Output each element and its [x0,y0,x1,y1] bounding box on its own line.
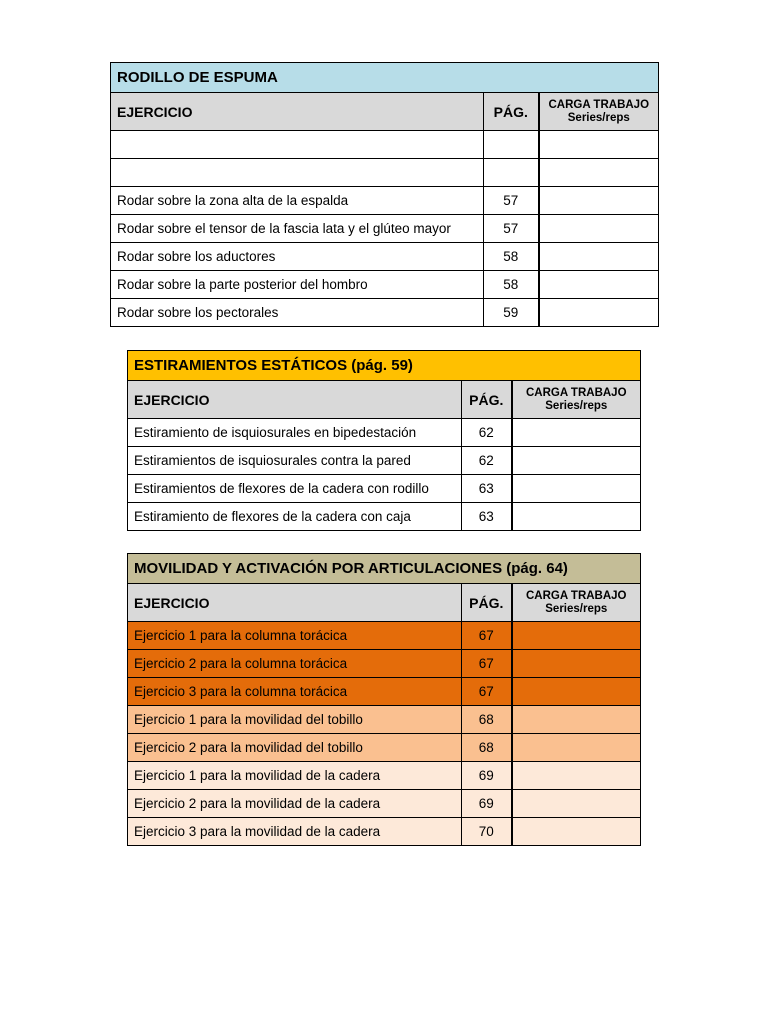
workload-cell[interactable] [539,187,659,215]
page-cell: 69 [462,790,512,818]
header-workload-line2: Series/reps [545,399,608,412]
exercise-cell: Ejercicio 1 para la movilidad de la cadera [128,762,462,790]
page-cell: 67 [462,622,512,650]
exercise-cell: Ejercicio 2 para la movilidad del tobillo [128,734,462,762]
exercise-cell [111,159,484,187]
table-row [111,159,659,187]
header-page: PÁG. [462,584,512,622]
header-workload-line1: CARGA TRABAJO [525,589,627,602]
workload-cell[interactable] [539,299,659,327]
exercise-cell: Rodar sobre el tensor de la fascia lata y el glúteo mayor [111,215,484,243]
exercise-cell: Rodar sobre la zona alta de la espalda [111,187,484,215]
header-workload-line2: Series/reps [545,602,608,615]
table-row [111,271,659,299]
workload-cell[interactable] [512,818,641,846]
header-page: PÁG. [484,93,539,131]
header-page: PÁG. [462,381,512,419]
workload-cell[interactable] [512,678,641,706]
table-row [111,215,659,243]
exercise-cell: Estiramiento de flexores de la cadera con caja [128,503,462,531]
header-workload [539,93,659,131]
table-row [128,790,641,818]
header-exercise: EJERCICIO [128,381,462,419]
header-workload [512,381,641,419]
workload-cell[interactable] [539,243,659,271]
table-row [128,419,641,447]
workload-cell[interactable] [512,503,641,531]
table-row [128,734,641,762]
exercise-cell: Estiramientos de isquiosurales contra la pared [128,447,462,475]
workload-cell[interactable] [512,790,641,818]
page-cell: 57 [484,187,539,215]
workload-cell[interactable] [539,215,659,243]
page-cell: 63 [462,475,512,503]
header-workload [512,584,641,622]
table-row [128,678,641,706]
exercise-cell: Ejercicio 2 para la movilidad de la cadera [128,790,462,818]
page-cell [484,159,539,187]
page-cell: 58 [484,243,539,271]
table-row [128,503,641,531]
workload-cell[interactable] [512,475,641,503]
page-cell: 67 [462,678,512,706]
table-row [111,187,659,215]
exercise-cell: Ejercicio 3 para la columna torácica [128,678,462,706]
page-cell: 68 [462,734,512,762]
workload-cell[interactable] [539,271,659,299]
exercise-cell: Rodar sobre los pectorales [111,299,484,327]
workload-cell[interactable] [512,419,641,447]
table-row [128,650,641,678]
exercise-cell: Ejercicio 1 para la movilidad del tobillo [128,706,462,734]
page-cell: 62 [462,419,512,447]
page-cell: 67 [462,650,512,678]
workload-cell[interactable] [539,131,659,159]
page-cell: 69 [462,762,512,790]
workload-cell[interactable] [512,734,641,762]
table-header-row [111,93,659,131]
header-workload-line1: CARGA TRABAJO [548,98,650,111]
foam-roller-title: RODILLO DE ESPUMA [111,63,659,93]
page-cell: 68 [462,706,512,734]
table-row [111,131,659,159]
table-row [111,299,659,327]
table-row [128,762,641,790]
header-workload-line2: Series/reps [567,111,630,124]
exercise-cell [111,131,484,159]
table-row [128,706,641,734]
table-row [128,818,641,846]
workload-cell[interactable] [512,706,641,734]
header-exercise: EJERCICIO [128,584,462,622]
table-row [128,447,641,475]
exercise-cell: Estiramientos de flexores de la cadera con rodillo [128,475,462,503]
exercise-cell: Ejercicio 1 para la columna torácica [128,622,462,650]
table-header-row [128,381,641,419]
table-row [111,243,659,271]
workload-cell[interactable] [539,159,659,187]
exercise-cell: Estiramiento de isquiosurales en bipedestación [128,419,462,447]
header-exercise: EJERCICIO [111,93,484,131]
page-cell: 63 [462,503,512,531]
workload-cell[interactable] [512,762,641,790]
workload-cell[interactable] [512,447,641,475]
page-cell: 62 [462,447,512,475]
mobility-title: MOVILIDAD Y ACTIVACIÓN POR ARTICULACIONES (pág. 64) [128,554,641,584]
static-stretching-table [127,350,641,531]
table-row [128,475,641,503]
exercise-cell: Rodar sobre la parte posterior del hombro [111,271,484,299]
table-header-row [128,584,641,622]
table-row [128,622,641,650]
page-cell: 70 [462,818,512,846]
workload-cell[interactable] [512,650,641,678]
exercise-cell: Ejercicio 3 para la movilidad de la cadera [128,818,462,846]
page-cell [484,131,539,159]
exercise-cell: Ejercicio 2 para la columna torácica [128,650,462,678]
workload-cell[interactable] [512,622,641,650]
page-cell: 58 [484,271,539,299]
mobility-table [127,553,641,846]
header-workload-line1: CARGA TRABAJO [526,386,627,399]
exercise-cell: Rodar sobre los aductores [111,243,484,271]
static-stretching-title: ESTIRAMIENTOS ESTÁTICOS (pág. 59) [128,351,641,381]
foam-roller-table [110,62,659,327]
page-cell: 59 [484,299,539,327]
page-cell: 57 [484,215,539,243]
